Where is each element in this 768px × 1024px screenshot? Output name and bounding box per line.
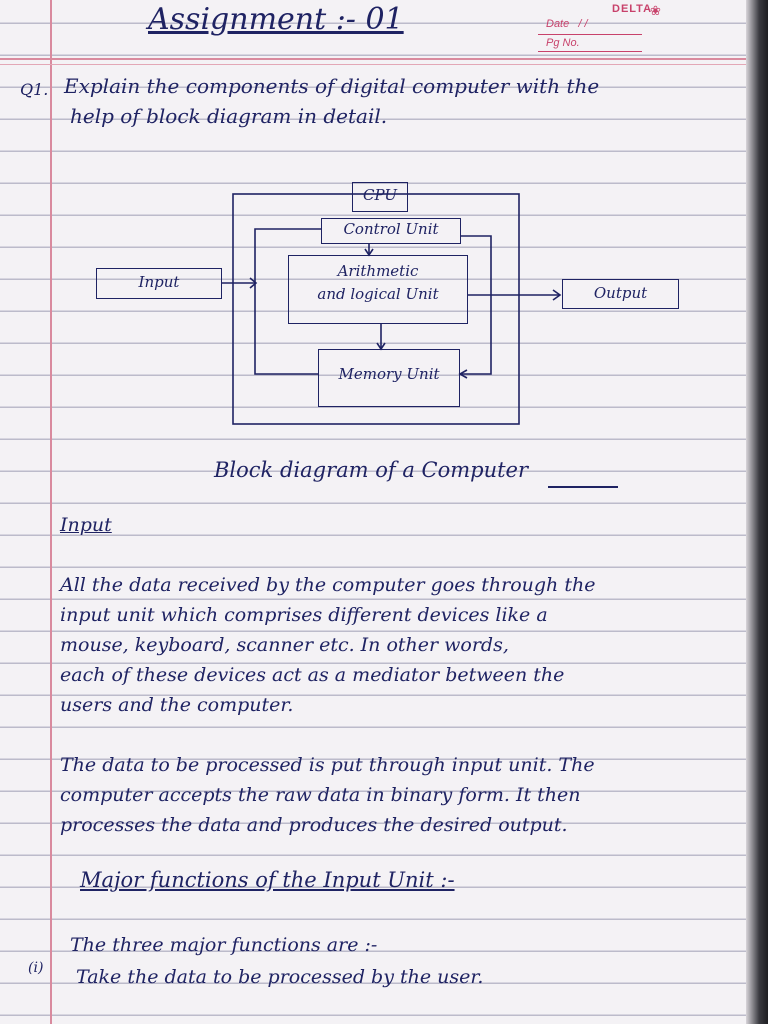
output-label: Output <box>593 284 648 302</box>
top-margin-line-secondary <box>0 64 746 65</box>
left-margin-line <box>50 0 52 1024</box>
list-item: Take the data to be processed by the user. <box>76 966 484 988</box>
date-field <box>546 18 588 30</box>
page-number-underline <box>538 51 642 52</box>
paragraph-line: The three major functions are :- <box>70 934 378 956</box>
brand-logo: DELTA <box>612 3 653 15</box>
alu-label-line1: Arithmetic <box>337 262 419 280</box>
list-marker: (i) <box>28 960 44 976</box>
input-label: Input <box>138 273 180 291</box>
control-unit-label: Control Unit <box>343 220 439 238</box>
paragraph-line: each of these devices act as a mediator between the <box>60 664 565 686</box>
question-number: Q1. <box>20 80 49 99</box>
paragraph-line: processes the data and produces the desired output. <box>60 814 568 836</box>
paragraph-line: All the data received by the computer goes through the <box>60 574 596 596</box>
page-edge-shadow <box>746 0 768 1024</box>
paragraph-line: mouse, keyboard, scanner etc. In other words, <box>60 634 509 656</box>
paragraph-line: computer accepts the raw data in binary form. It then <box>60 784 581 806</box>
cpu-label: CPU <box>363 186 397 204</box>
assignment-title: Assignment :- 01 <box>148 2 404 37</box>
alu-label-line2: and logical Unit <box>317 285 439 303</box>
question-line: help of block diagram in detail. <box>70 104 388 128</box>
date-value: / / <box>578 18 588 30</box>
paragraph-line: users and the computer. <box>60 694 294 716</box>
page-number-label: Pg No. <box>546 37 580 49</box>
paragraph-line: input unit which comprises different devices like a <box>60 604 548 626</box>
memory-unit-label: Memory Unit <box>338 365 440 383</box>
date-underline <box>538 34 642 35</box>
section-heading-input: Input <box>60 514 112 536</box>
caption-underline <box>548 486 618 488</box>
date-label: Date <box>546 18 570 30</box>
paragraph-line: The data to be processed is put through input unit. The <box>60 754 595 776</box>
section-heading-major-functions: Major functions of the Input Unit :- <box>80 868 455 892</box>
top-margin-line <box>0 58 746 60</box>
brand-swirl-icon: ❀ <box>650 4 661 19</box>
diagram-caption: Block diagram of a Computer <box>214 458 529 482</box>
question-line: Explain the components of digital computer with the <box>64 74 600 98</box>
